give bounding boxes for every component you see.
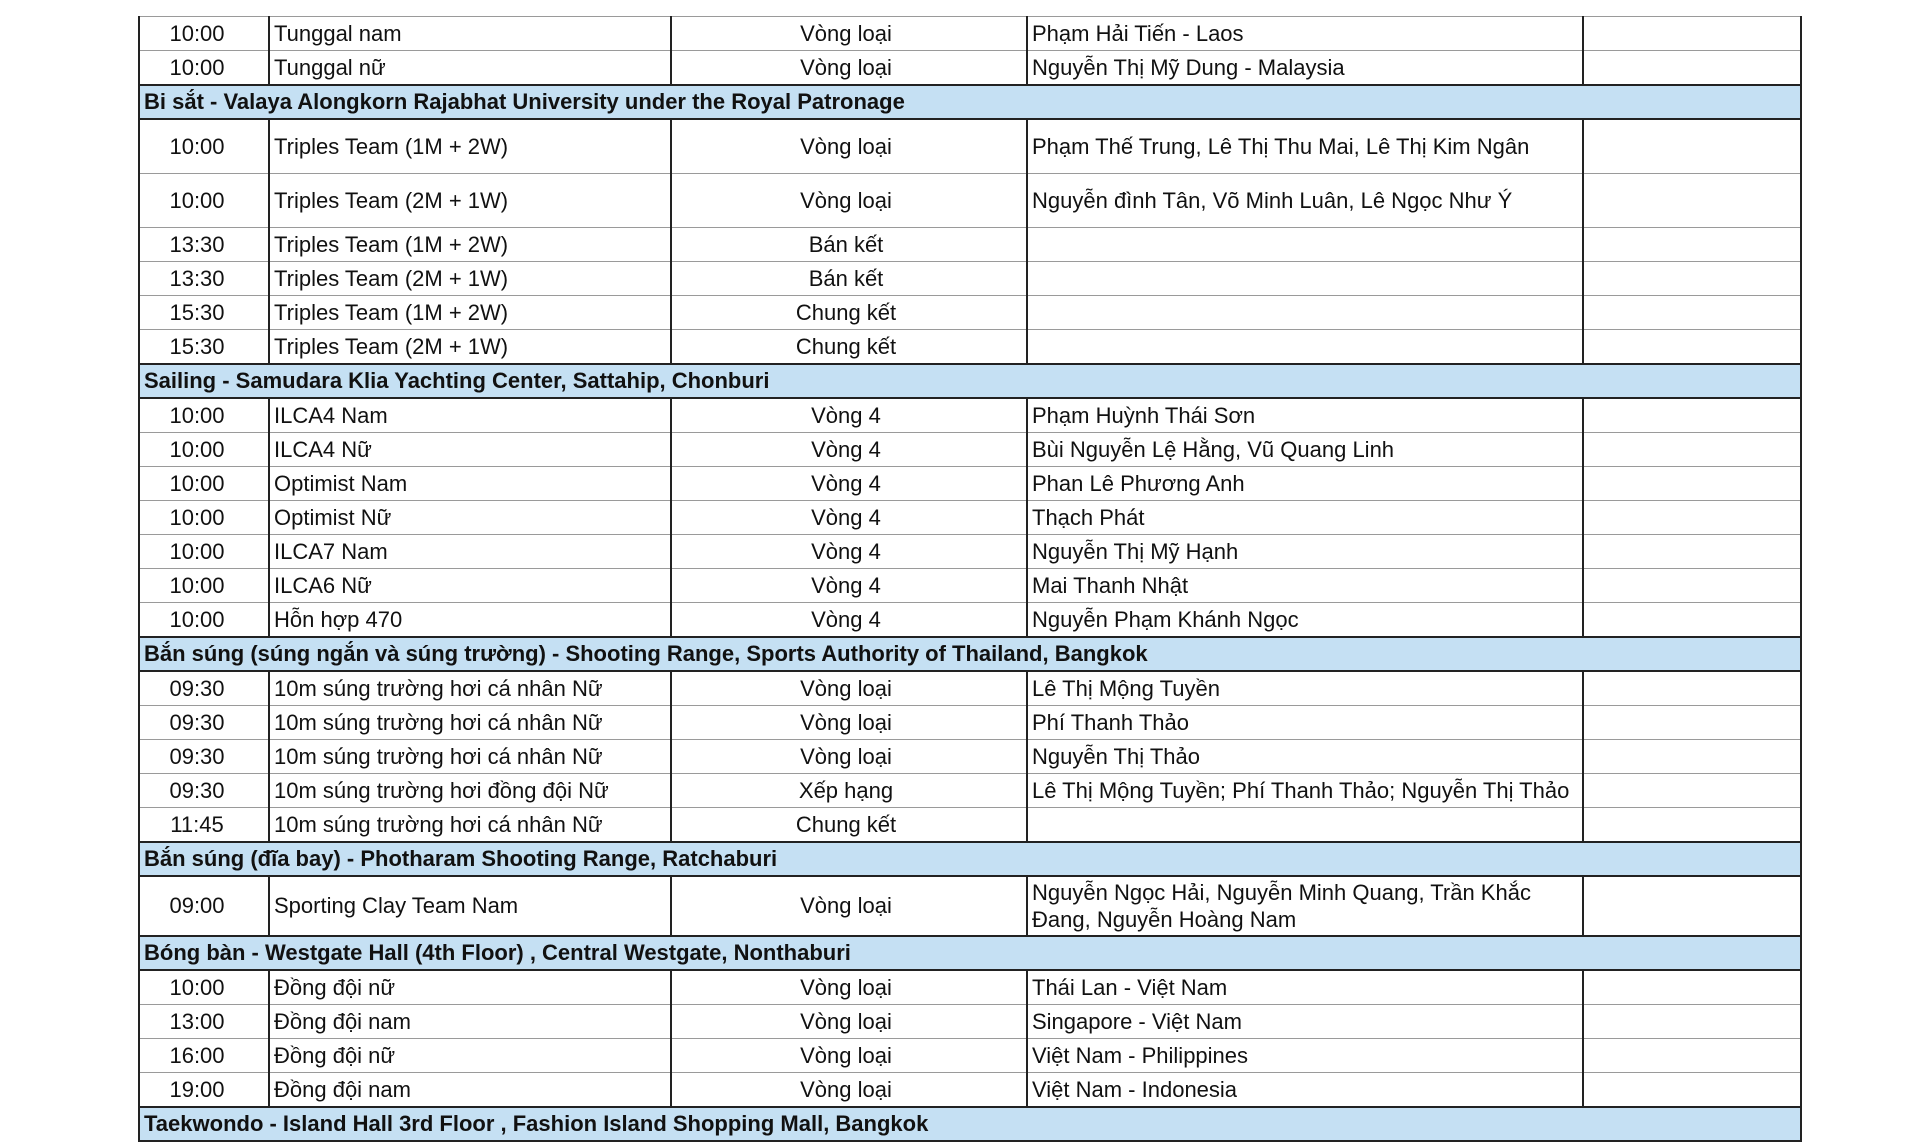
time-cell: 13:30 <box>139 262 269 296</box>
athletes-cell: Mai Thanh Nhật <box>1027 569 1583 603</box>
time-cell: 15:30 <box>139 330 269 365</box>
time-cell: 09:00 <box>139 876 269 936</box>
event-row <box>139 876 1801 936</box>
empty-cell <box>1583 569 1801 603</box>
empty-cell <box>1583 1039 1801 1073</box>
event-cell: Hỗn hợp 470 <box>269 603 671 638</box>
event-row <box>139 228 1801 262</box>
round-cell: Vòng loại <box>671 174 1027 228</box>
event-cell: 10m súng trường hơi cá nhân Nữ <box>269 671 671 706</box>
event-cell: Triples Team (2M + 1W) <box>269 262 671 296</box>
athletes-cell <box>1027 808 1583 843</box>
time-cell: 11:45 <box>139 808 269 843</box>
empty-cell <box>1583 51 1801 86</box>
round-cell: Vòng 4 <box>671 398 1027 433</box>
event-row <box>139 296 1801 330</box>
venue-header-row <box>139 364 1801 398</box>
athletes-cell: Nguyễn Thị Mỹ Hạnh <box>1027 535 1583 569</box>
event-row <box>139 262 1801 296</box>
empty-cell <box>1583 535 1801 569</box>
time-cell: 10:00 <box>139 569 269 603</box>
event-row <box>139 569 1801 603</box>
event-cell: Tunggal nam <box>269 17 671 51</box>
time-cell: 10:00 <box>139 603 269 638</box>
event-cell: Triples Team (1M + 2W) <box>269 296 671 330</box>
empty-cell <box>1583 174 1801 228</box>
event-cell: Triples Team (2M + 1W) <box>269 330 671 365</box>
empty-cell <box>1583 17 1801 51</box>
athletes-cell: Phí Thanh Thảo <box>1027 706 1583 740</box>
event-row <box>139 17 1801 51</box>
event-row <box>139 808 1801 843</box>
event-cell: ILCA4 Nữ <box>269 433 671 467</box>
round-cell: Vòng 4 <box>671 535 1027 569</box>
event-row <box>139 1005 1801 1039</box>
event-cell: Tunggal nữ <box>269 51 671 86</box>
athletes-cell: Nguyễn Phạm Khánh Ngọc <box>1027 603 1583 638</box>
athletes-cell: Nguyễn Thị Mỹ Dung - Malaysia <box>1027 51 1583 86</box>
event-cell: ILCA6 Nữ <box>269 569 671 603</box>
empty-cell <box>1583 119 1801 174</box>
athletes-cell: Việt Nam - Indonesia <box>1027 1073 1583 1108</box>
time-cell: 09:30 <box>139 671 269 706</box>
event-row <box>139 706 1801 740</box>
time-cell: 10:00 <box>139 119 269 174</box>
event-row <box>139 433 1801 467</box>
event-cell: Đồng đội nữ <box>269 970 671 1005</box>
event-row <box>139 330 1801 365</box>
event-row <box>139 740 1801 774</box>
empty-cell <box>1583 603 1801 638</box>
empty-cell <box>1583 671 1801 706</box>
athletes-cell: Nguyễn Thị Thảo <box>1027 740 1583 774</box>
round-cell: Vòng loại <box>671 119 1027 174</box>
event-cell: ILCA4 Nam <box>269 398 671 433</box>
event-cell: 10m súng trường hơi cá nhân Nữ <box>269 808 671 843</box>
event-cell: Triples Team (1M + 2W) <box>269 119 671 174</box>
event-row <box>139 1073 1801 1108</box>
venue-title: Bi sắt - Valaya Alongkorn Rajabhat University under the Royal Patronage <box>139 85 1801 119</box>
empty-cell <box>1583 398 1801 433</box>
time-cell: 10:00 <box>139 535 269 569</box>
event-cell: Optimist Nữ <box>269 501 671 535</box>
empty-cell <box>1583 1005 1801 1039</box>
athletes-cell: Phạm Hải Tiến - Laos <box>1027 17 1583 51</box>
time-cell: 10:00 <box>139 433 269 467</box>
event-row <box>139 1039 1801 1073</box>
round-cell: Bán kết <box>671 262 1027 296</box>
athletes-cell: Thạch Phát <box>1027 501 1583 535</box>
time-cell: 19:00 <box>139 1073 269 1108</box>
event-row <box>139 671 1801 706</box>
time-cell: 10:00 <box>139 17 269 51</box>
empty-cell <box>1583 1073 1801 1108</box>
round-cell: Chung kết <box>671 330 1027 365</box>
time-cell: 10:00 <box>139 51 269 86</box>
venue-header-row <box>139 842 1801 876</box>
athletes-cell <box>1027 262 1583 296</box>
round-cell: Vòng 4 <box>671 467 1027 501</box>
event-cell: Triples Team (1M + 2W) <box>269 228 671 262</box>
venue-title: Taekwondo - Island Hall 3rd Floor , Fashion Island Shopping Mall, Bangkok <box>139 1107 1801 1141</box>
athletes-cell: Thái Lan - Việt Nam <box>1027 970 1583 1005</box>
event-cell: Đồng đội nam <box>269 1073 671 1108</box>
athletes-cell: Việt Nam - Philippines <box>1027 1039 1583 1073</box>
round-cell: Vòng loại <box>671 671 1027 706</box>
empty-cell <box>1583 330 1801 365</box>
event-cell: Đồng đội nữ <box>269 1039 671 1073</box>
venue-header-row <box>139 85 1801 119</box>
time-cell: 10:00 <box>139 398 269 433</box>
event-row <box>139 774 1801 808</box>
time-cell: 09:30 <box>139 774 269 808</box>
event-cell: Optimist Nam <box>269 467 671 501</box>
empty-cell <box>1583 467 1801 501</box>
athletes-cell: Singapore - Việt Nam <box>1027 1005 1583 1039</box>
round-cell: Vòng 4 <box>671 501 1027 535</box>
time-cell: 09:30 <box>139 706 269 740</box>
athletes-cell: Phan Lê Phương Anh <box>1027 467 1583 501</box>
event-row <box>139 398 1801 433</box>
venue-title: Sailing - Samudara Klia Yachting Center, Sattahip, Chonburi <box>139 364 1801 398</box>
event-row <box>139 467 1801 501</box>
event-row <box>139 51 1801 86</box>
athletes-cell: Phạm Thế Trung, Lê Thị Thu Mai, Lê Thị Kim Ngân <box>1027 119 1583 174</box>
event-cell: 10m súng trường hơi cá nhân Nữ <box>269 706 671 740</box>
round-cell: Vòng loại <box>671 1039 1027 1073</box>
round-cell: Vòng loại <box>671 706 1027 740</box>
empty-cell <box>1583 706 1801 740</box>
event-cell: Triples Team (2M + 1W) <box>269 174 671 228</box>
round-cell: Chung kết <box>671 808 1027 843</box>
round-cell: Vòng 4 <box>671 569 1027 603</box>
event-cell: ILCA7 Nam <box>269 535 671 569</box>
venue-header-row <box>139 936 1801 970</box>
empty-cell <box>1583 740 1801 774</box>
athletes-cell: Nguyễn Ngọc Hải, Nguyễn Minh Quang, Trần Khắc Đang, Nguyễn Hoàng Nam <box>1027 876 1583 936</box>
athletes-cell <box>1027 296 1583 330</box>
event-cell: Đồng đội nam <box>269 1005 671 1039</box>
round-cell: Vòng loại <box>671 1005 1027 1039</box>
time-cell: 15:30 <box>139 296 269 330</box>
round-cell: Vòng loại <box>671 51 1027 86</box>
round-cell: Vòng 4 <box>671 433 1027 467</box>
schedule-table-body <box>139 17 1801 1142</box>
venue-header-row <box>139 1107 1801 1141</box>
event-cell: 10m súng trường hơi đồng đội Nữ <box>269 774 671 808</box>
athletes-cell: Lê Thị Mộng Tuyền <box>1027 671 1583 706</box>
round-cell: Bán kết <box>671 228 1027 262</box>
athletes-cell <box>1027 228 1583 262</box>
round-cell: Vòng loại <box>671 740 1027 774</box>
venue-header-row <box>139 637 1801 671</box>
empty-cell <box>1583 262 1801 296</box>
round-cell: Vòng loại <box>671 876 1027 936</box>
round-cell: Vòng loại <box>671 970 1027 1005</box>
time-cell: 16:00 <box>139 1039 269 1073</box>
time-cell: 10:00 <box>139 467 269 501</box>
empty-cell <box>1583 876 1801 936</box>
event-row <box>139 501 1801 535</box>
round-cell: Vòng loại <box>671 17 1027 51</box>
athletes-cell <box>1027 330 1583 365</box>
venue-title: Bóng bàn - Westgate Hall (4th Floor) , Central Westgate, Nonthaburi <box>139 936 1801 970</box>
event-row <box>139 174 1801 228</box>
event-cell: Sporting Clay Team Nam <box>269 876 671 936</box>
event-row <box>139 970 1801 1005</box>
time-cell: 10:00 <box>139 501 269 535</box>
empty-cell <box>1583 296 1801 330</box>
time-cell: 13:00 <box>139 1005 269 1039</box>
empty-cell <box>1583 970 1801 1005</box>
schedule-table <box>138 16 1802 1142</box>
round-cell: Chung kết <box>671 296 1027 330</box>
round-cell: Xếp hạng <box>671 774 1027 808</box>
event-row <box>139 603 1801 638</box>
empty-cell <box>1583 501 1801 535</box>
athletes-cell: Nguyễn đình Tân, Võ Minh Luân, Lê Ngọc Như Ý <box>1027 174 1583 228</box>
athletes-cell: Phạm Huỳnh Thái Sơn <box>1027 398 1583 433</box>
empty-cell <box>1583 433 1801 467</box>
time-cell: 10:00 <box>139 970 269 1005</box>
round-cell: Vòng 4 <box>671 603 1027 638</box>
time-cell: 09:30 <box>139 740 269 774</box>
event-row <box>139 535 1801 569</box>
empty-cell <box>1583 228 1801 262</box>
time-cell: 10:00 <box>139 174 269 228</box>
event-row <box>139 119 1801 174</box>
athletes-cell: Lê Thị Mộng Tuyền; Phí Thanh Thảo; Nguyễn Thị Thảo <box>1027 774 1583 808</box>
venue-title: Bắn súng (đĩa bay) - Photharam Shooting Range, Ratchaburi <box>139 842 1801 876</box>
time-cell: 13:30 <box>139 228 269 262</box>
empty-cell <box>1583 774 1801 808</box>
empty-cell <box>1583 808 1801 843</box>
round-cell: Vòng loại <box>671 1073 1027 1108</box>
venue-title: Bắn súng (súng ngắn và súng trường) - Shooting Range, Sports Authority of Thailand, Bangkok <box>139 637 1801 671</box>
event-cell: 10m súng trường hơi cá nhân Nữ <box>269 740 671 774</box>
athletes-cell: Bùi Nguyễn Lệ Hằng, Vũ Quang Linh <box>1027 433 1583 467</box>
